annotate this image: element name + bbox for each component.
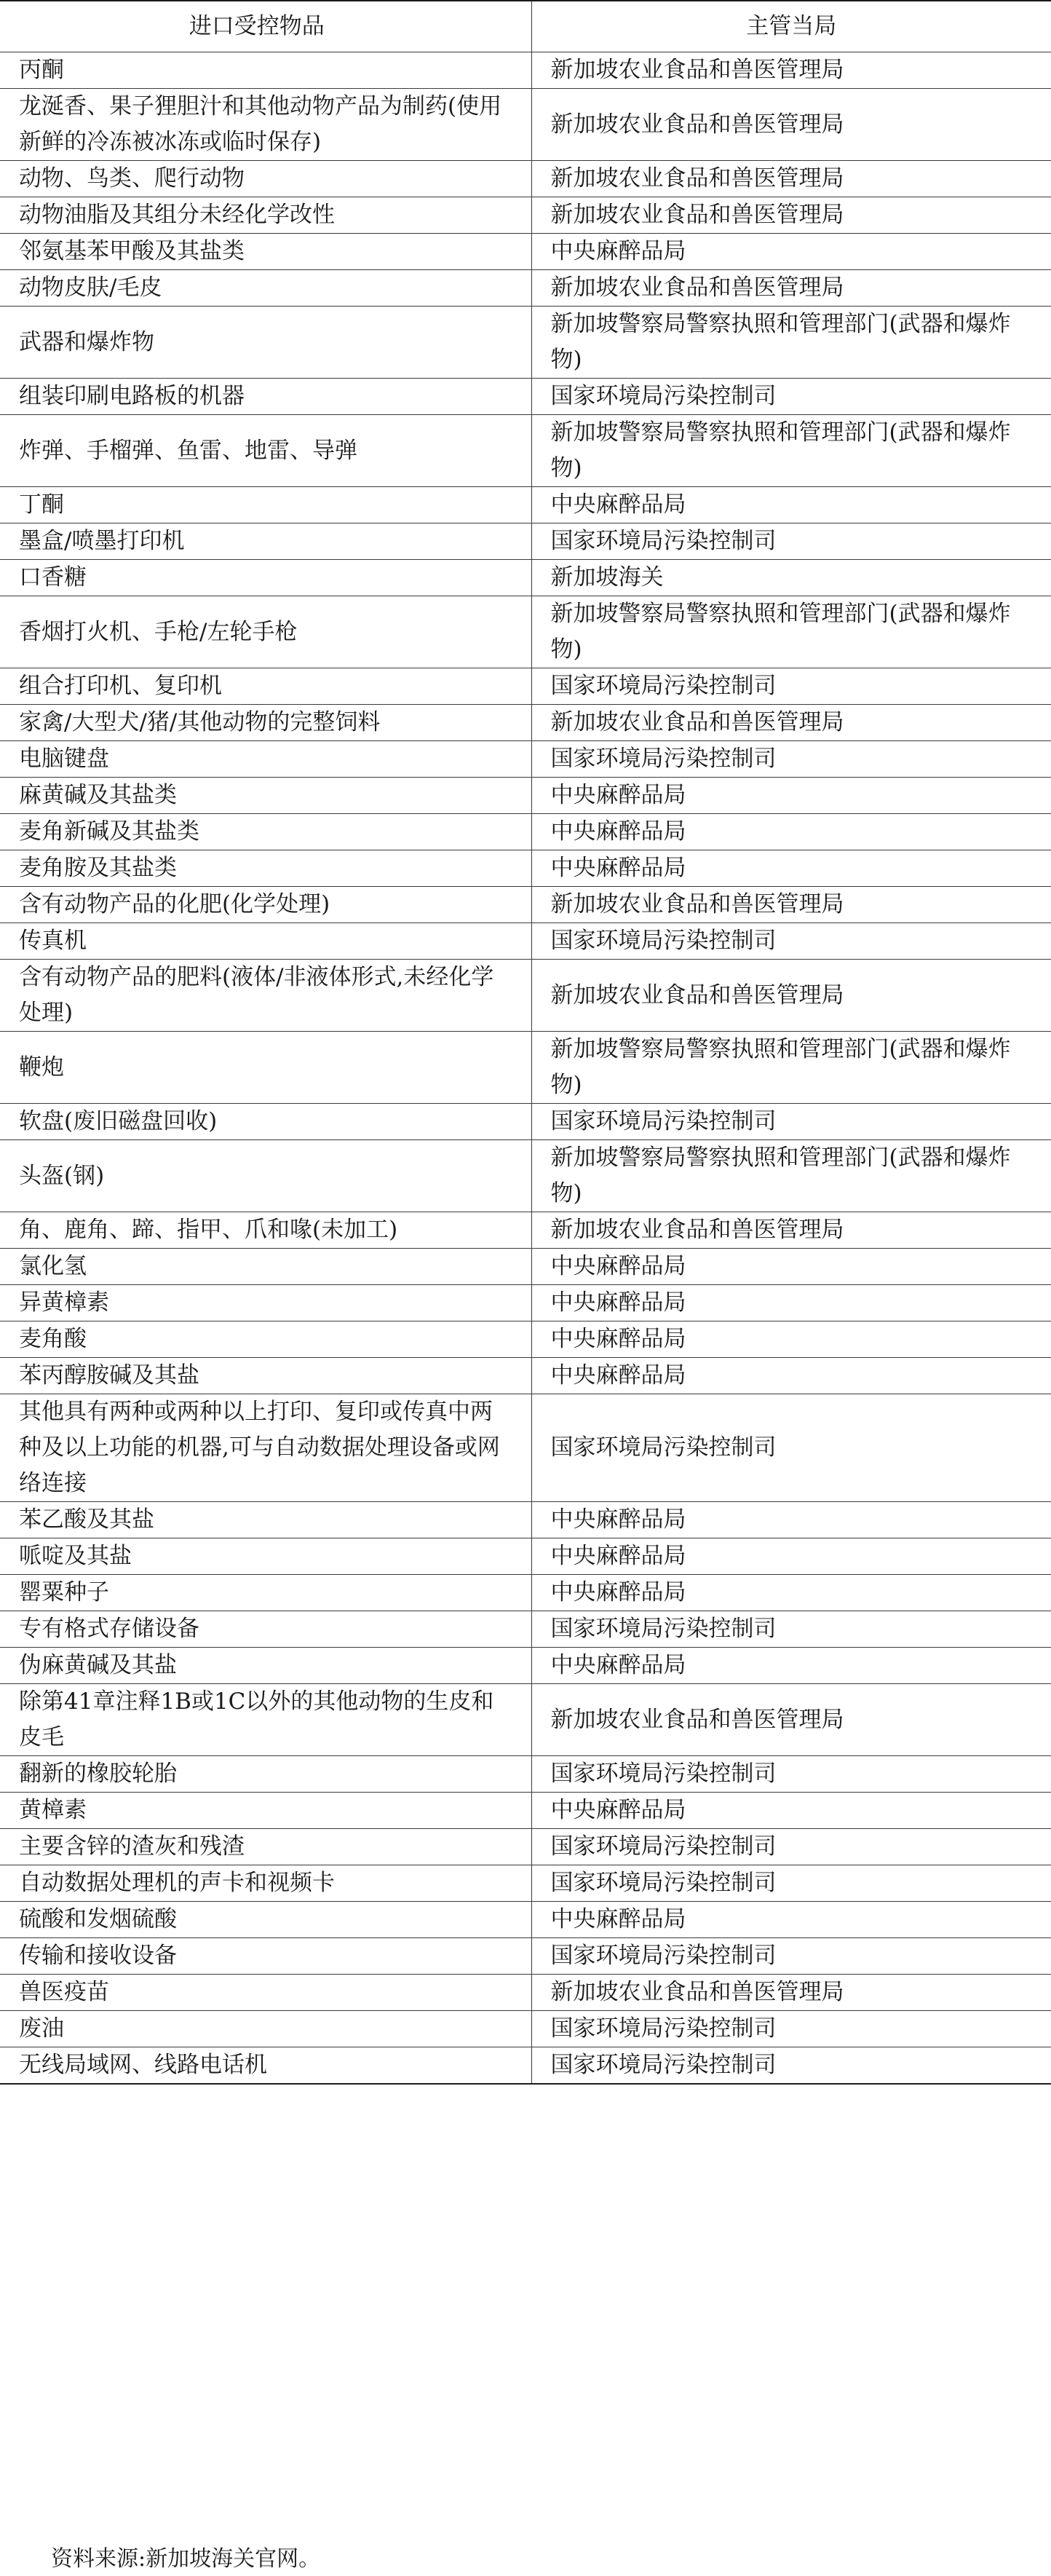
authority-cell: 中央麻醉品局 xyxy=(531,1502,1051,1538)
authority-cell: 国家环境局污染控制司 xyxy=(531,668,1051,705)
authority-cell: 国家环境局污染控制司 xyxy=(531,1829,1051,1865)
controlled-item-cell: 电脑键盘 xyxy=(0,741,531,778)
authority-cell: 国家环境局污染控制司 xyxy=(531,1865,1051,1902)
authority-cell: 新加坡农业食品和兽医管理局 xyxy=(531,705,1051,741)
controlled-item-cell: 墨盒/喷墨打印机 xyxy=(0,524,531,560)
authority-cell: 新加坡农业食品和兽医管理局 xyxy=(531,1684,1051,1756)
table-row xyxy=(0,1032,1051,1104)
authority-cell: 中央麻醉品局 xyxy=(531,1358,1051,1394)
authority-cell: 国家环境局污染控制司 xyxy=(531,923,1051,960)
controlled-item-cell: 哌啶及其盐 xyxy=(0,1538,531,1575)
controlled-item-cell: 苯丙醇胺碱及其盐 xyxy=(0,1358,531,1394)
authority-cell: 中央麻醉品局 xyxy=(531,814,1051,850)
authority-cell: 新加坡海关 xyxy=(531,560,1051,596)
controlled-item-cell: 传真机 xyxy=(0,923,531,960)
authority-cell: 中央麻醉品局 xyxy=(531,1648,1051,1684)
authority-cell: 新加坡警察局警察执照和管理部门(武器和爆炸物) xyxy=(531,415,1051,487)
authority-cell: 新加坡农业食品和兽医管理局 xyxy=(531,52,1051,89)
table-row xyxy=(0,52,1051,89)
authority-cell: 中央麻醉品局 xyxy=(531,1285,1051,1321)
table-row xyxy=(0,2011,1051,2047)
table-row xyxy=(0,307,1051,379)
controlled-item-cell: 角、鹿角、蹄、指甲、爪和喙(未加工) xyxy=(0,1212,531,1249)
table-row xyxy=(0,560,1051,596)
authority-cell: 中央麻醉品局 xyxy=(531,1249,1051,1285)
table-row xyxy=(0,1358,1051,1394)
controlled-item-cell: 炸弹、手榴弹、鱼雷、地雷、导弹 xyxy=(0,415,531,487)
table-row xyxy=(0,1321,1051,1358)
table-row xyxy=(0,524,1051,560)
table-row xyxy=(0,887,1051,923)
authority-cell: 国家环境局污染控制司 xyxy=(531,2011,1051,2047)
authority-cell: 新加坡农业食品和兽医管理局 xyxy=(531,197,1051,234)
table-row xyxy=(0,1249,1051,1285)
controlled-item-cell: 麦角酸 xyxy=(0,1321,531,1358)
controlled-item-cell: 鞭炮 xyxy=(0,1032,531,1104)
controlled-item-cell: 麻黄碱及其盐类 xyxy=(0,778,531,814)
table-row xyxy=(0,596,1051,668)
table-row xyxy=(0,161,1051,197)
table-row xyxy=(0,668,1051,705)
table-row xyxy=(0,778,1051,814)
authority-cell: 国家环境局污染控制司 xyxy=(531,1938,1051,1975)
table-row xyxy=(0,960,1051,1032)
table-row xyxy=(0,379,1051,415)
controlled-item-cell: 伪麻黄碱及其盐 xyxy=(0,1648,531,1684)
controlled-item-cell: 专有格式存储设备 xyxy=(0,1611,531,1648)
controlled-item-cell: 丁酮 xyxy=(0,487,531,524)
table-row xyxy=(0,850,1051,887)
table-header-row xyxy=(0,1,1051,52)
table-row xyxy=(0,1902,1051,1938)
authority-cell: 新加坡农业食品和兽医管理局 xyxy=(531,1975,1051,2011)
controlled-item-cell: 麦角胺及其盐类 xyxy=(0,850,531,887)
authority-cell: 新加坡农业食品和兽医管理局 xyxy=(531,161,1051,197)
controlled-item-cell: 龙涎香、果子狸胆汁和其他动物产品为制药(使用新鲜的冷冻被冰冻或临时保存) xyxy=(0,89,531,161)
table-row xyxy=(0,1829,1051,1865)
controlled-item-cell: 动物油脂及其组分未经化学改性 xyxy=(0,197,531,234)
authority-cell: 中央麻醉品局 xyxy=(531,850,1051,887)
controlled-item-cell: 除第41章注释1B或1C以外的其他动物的生皮和皮毛 xyxy=(0,1684,531,1756)
authority-cell: 国家环境局污染控制司 xyxy=(531,1104,1051,1140)
table-row xyxy=(0,1575,1051,1611)
table-row xyxy=(0,415,1051,487)
table-row xyxy=(0,1611,1051,1648)
table-row xyxy=(0,89,1051,161)
authority-cell: 中央麻醉品局 xyxy=(531,1538,1051,1575)
authority-cell: 新加坡警察局警察执照和管理部门(武器和爆炸物) xyxy=(531,596,1051,668)
controlled-item-cell: 自动数据处理机的声卡和视频卡 xyxy=(0,1865,531,1902)
authority-cell: 新加坡警察局警察执照和管理部门(武器和爆炸物) xyxy=(531,307,1051,379)
authority-cell: 新加坡农业食品和兽医管理局 xyxy=(531,1212,1051,1249)
controlled-item-cell: 邻氨基苯甲酸及其盐类 xyxy=(0,234,531,270)
authority-cell: 新加坡警察局警察执照和管理部门(武器和爆炸物) xyxy=(531,1032,1051,1104)
controlled-item-cell: 异黄樟素 xyxy=(0,1285,531,1321)
source-note: 资料来源:新加坡海关官网。 xyxy=(51,2546,321,2572)
table-row xyxy=(0,1865,1051,1902)
controlled-item-cell: 翻新的橡胶轮胎 xyxy=(0,1756,531,1793)
table-row xyxy=(0,1104,1051,1140)
authority-cell: 中央麻醉品局 xyxy=(531,1321,1051,1358)
table-row xyxy=(0,1756,1051,1793)
authority-cell: 国家环境局污染控制司 xyxy=(531,1756,1051,1793)
header-authority: 主管当局 xyxy=(531,1,1051,52)
table-row xyxy=(0,197,1051,234)
table-row xyxy=(0,1285,1051,1321)
controlled-item-cell: 罂粟种子 xyxy=(0,1575,531,1611)
controlled-item-cell: 香烟打火机、手枪/左轮手枪 xyxy=(0,596,531,668)
table-row xyxy=(0,1684,1051,1756)
table-row xyxy=(0,741,1051,778)
table-row xyxy=(0,705,1051,741)
controlled-item-cell: 武器和爆炸物 xyxy=(0,307,531,379)
table-row xyxy=(0,1538,1051,1575)
table-row xyxy=(0,1140,1051,1212)
table-body xyxy=(0,52,1051,2085)
authority-cell: 国家环境局污染控制司 xyxy=(531,379,1051,415)
controlled-item-cell: 动物、鸟类、爬行动物 xyxy=(0,161,531,197)
table-row xyxy=(0,1394,1051,1502)
controlled-item-cell: 主要含锌的渣灰和残渣 xyxy=(0,1829,531,1865)
controlled-item-cell: 组装印刷电路板的机器 xyxy=(0,379,531,415)
authority-cell: 新加坡警察局警察执照和管理部门(武器和爆炸物) xyxy=(531,1140,1051,1212)
authority-cell: 新加坡农业食品和兽医管理局 xyxy=(531,887,1051,923)
controlled-item-cell: 动物皮肤/毛皮 xyxy=(0,270,531,307)
authority-cell: 中央麻醉品局 xyxy=(531,778,1051,814)
controlled-item-cell: 组合打印机、复印机 xyxy=(0,668,531,705)
authority-cell: 中央麻醉品局 xyxy=(531,1575,1051,1611)
authority-cell: 国家环境局污染控制司 xyxy=(531,2047,1051,2085)
authority-cell: 中央麻醉品局 xyxy=(531,1793,1051,1829)
authority-cell: 国家环境局污染控制司 xyxy=(531,1394,1051,1502)
controlled-item-cell: 兽医疫苗 xyxy=(0,1975,531,2011)
table-row xyxy=(0,923,1051,960)
table-row xyxy=(0,270,1051,307)
authority-cell: 新加坡农业食品和兽医管理局 xyxy=(531,270,1051,307)
controlled-item-cell: 无线局域网、线路电话机 xyxy=(0,2047,531,2085)
authority-cell: 中央麻醉品局 xyxy=(531,487,1051,524)
authority-cell: 国家环境局污染控制司 xyxy=(531,741,1051,778)
controlled-item-cell: 口香糖 xyxy=(0,560,531,596)
table-row xyxy=(0,1793,1051,1829)
table-row xyxy=(0,234,1051,270)
table-row xyxy=(0,1975,1051,2011)
table-row xyxy=(0,2047,1051,2085)
authority-cell: 新加坡农业食品和兽医管理局 xyxy=(531,960,1051,1032)
table-row xyxy=(0,1502,1051,1538)
authority-cell: 国家环境局污染控制司 xyxy=(531,524,1051,560)
table-row xyxy=(0,1648,1051,1684)
controlled-item-cell: 苯乙酸及其盐 xyxy=(0,1502,531,1538)
controlled-item-cell: 家禽/大型犬/猪/其他动物的完整饲料 xyxy=(0,705,531,741)
controlled-item-cell: 含有动物产品的肥料(液体/非液体形式,未经化学处理) xyxy=(0,960,531,1032)
table-row xyxy=(0,814,1051,850)
controlled-item-cell: 含有动物产品的化肥(化学处理) xyxy=(0,887,531,923)
header-controlled-item: 进口受控物品 xyxy=(0,1,531,52)
table-row xyxy=(0,1938,1051,1975)
controlled-item-cell: 硫酸和发烟硫酸 xyxy=(0,1902,531,1938)
authority-cell: 中央麻醉品局 xyxy=(531,234,1051,270)
controlled-item-cell: 丙酮 xyxy=(0,52,531,89)
controlled-item-cell: 废油 xyxy=(0,2011,531,2047)
table-row xyxy=(0,487,1051,524)
controlled-item-cell: 头盔(钢) xyxy=(0,1140,531,1212)
controlled-item-cell: 麦角新碱及其盐类 xyxy=(0,814,531,850)
controlled-item-cell: 软盘(废旧磁盘回收) xyxy=(0,1104,531,1140)
authority-cell: 新加坡农业食品和兽医管理局 xyxy=(531,89,1051,161)
controlled-item-cell: 传输和接收设备 xyxy=(0,1938,531,1975)
table-row xyxy=(0,1212,1051,1249)
authority-cell: 国家环境局污染控制司 xyxy=(531,1611,1051,1648)
controlled-item-cell: 氯化氢 xyxy=(0,1249,531,1285)
controlled-item-cell: 黄樟素 xyxy=(0,1793,531,1829)
controlled-item-cell: 其他具有两种或两种以上打印、复印或传真中两种及以上功能的机器,可与自动数据处理设备或网络连接 xyxy=(0,1394,531,1502)
authority-cell: 中央麻醉品局 xyxy=(531,1902,1051,1938)
